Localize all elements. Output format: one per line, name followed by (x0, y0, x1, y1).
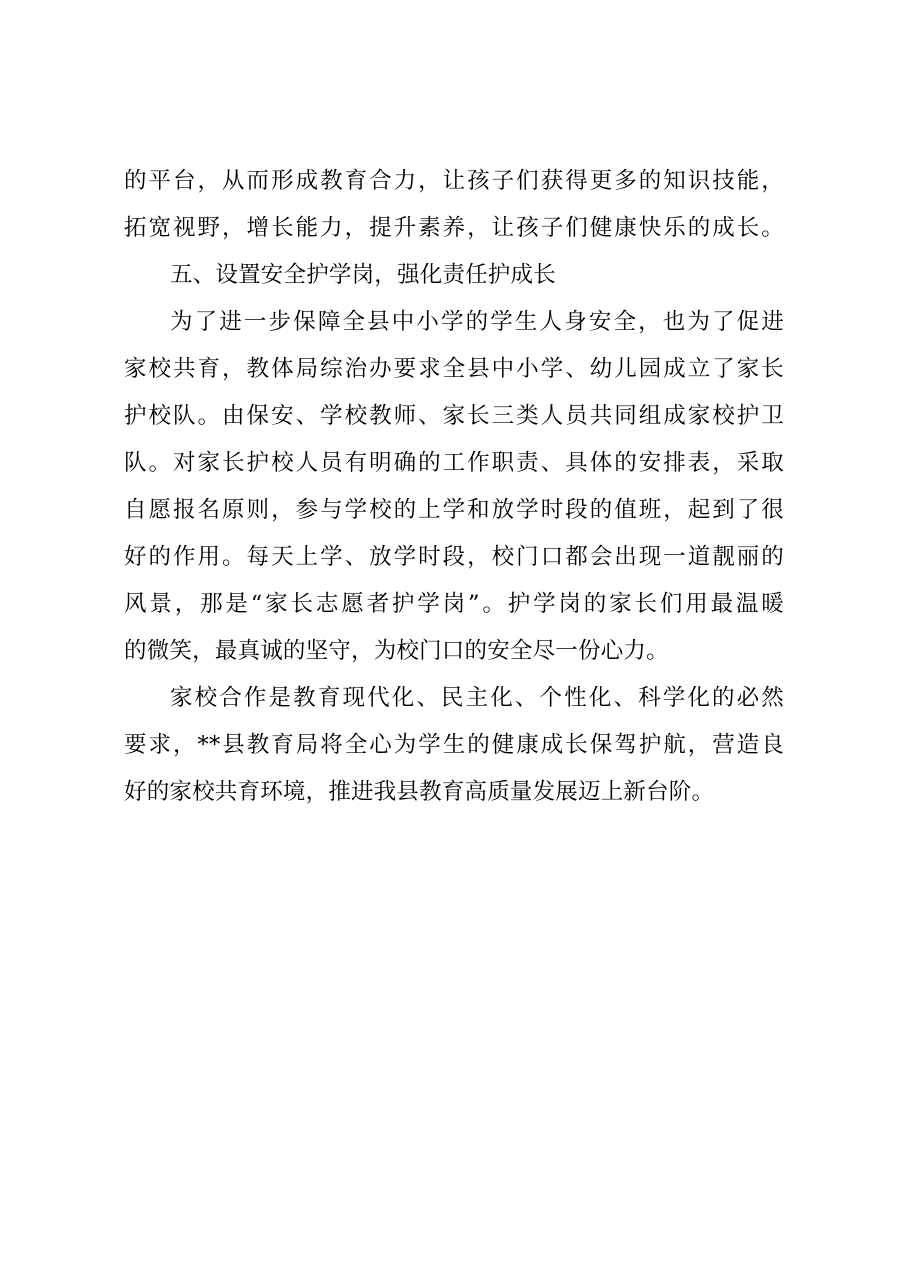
paragraph-line: 队。对家长护校人员有明确的工作职责、具体的安排表，采取 (124, 450, 784, 476)
paragraph-line: 的微笑，最真诚的坚守，为校门口的安全尽一份心力。 (124, 638, 669, 664)
document-body (124, 158, 784, 816)
paragraph-line: 好的家校共育环境，推进我县教育高质量发展迈上新台阶。 (124, 779, 715, 805)
paragraph-line: 护校队。由保安、学校教师、家长三类人员共同组成家校护卫 (124, 403, 784, 429)
paragraph-line: 家校合作是教育现代化、民主化、个性化、科学化的必然 (170, 685, 784, 711)
paragraph-line: 风景，那是“家长志愿者护学岗”。护学岗的家长们用最温暖 (124, 591, 784, 617)
paragraph-line: 自愿报名原则，参与学校的上学和放学时段的值班，起到了很 (124, 497, 784, 523)
paragraph-line: 为了进一步保障全县中小学的学生人身安全，也为了促进 (170, 309, 784, 335)
paragraph-line: 好的作用。每天上学、放学时段，校门口都会出现一道靓丽的 (124, 544, 784, 570)
section-heading: 五、设置安全护学岗，强化责任护成长 (170, 262, 556, 288)
paragraph-line: 要求，**县教育局将全心为学生的健康成长保驾护航，营造良 (124, 732, 784, 758)
paragraph-line: 家校共育，教体局综治办要求全县中小学、幼儿园成立了家长 (124, 356, 784, 382)
paragraph-line: 拓宽视野，增长能力，提升素养，让孩子们健康快乐的成长。 (124, 215, 784, 241)
paragraph-line: 的平台，从而形成教育合力，让孩子们获得更多的知识技能， (124, 168, 784, 194)
